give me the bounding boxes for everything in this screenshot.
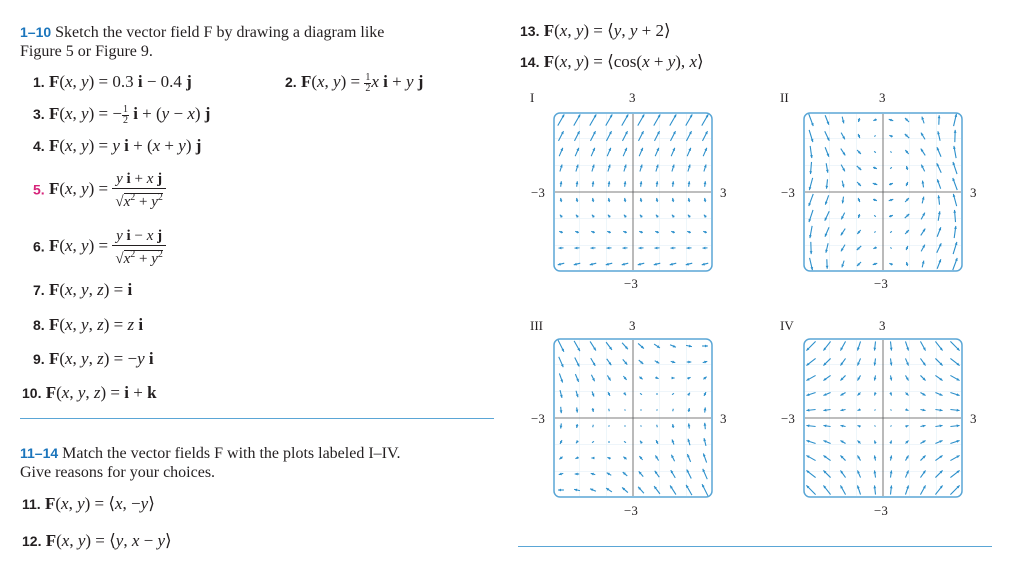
problem-number: 4. <box>33 138 45 154</box>
equation-2: F(x, y) = $\frac{1}{2}$ x i + y j <box>300 71 424 94</box>
vector-plot-III <box>553 338 713 498</box>
problem-number: 2. <box>285 74 297 90</box>
problem-5 <box>33 170 166 211</box>
equation-8: F(x, y, z) = z i <box>48 315 144 334</box>
vector-plot-I <box>553 112 713 272</box>
problem-number: 10. <box>22 385 42 401</box>
plot-I-left-tick: −3 <box>531 185 545 200</box>
equation-7: F(x, y, z) = i <box>48 280 133 299</box>
plot-II-right-tick: 3 <box>970 185 977 200</box>
exercise-range: 1–10 <box>20 24 52 40</box>
plot-IV-left-tick: −3 <box>781 411 795 426</box>
plot-label-IV: IV <box>780 318 794 333</box>
plot-label-I: I <box>530 90 535 105</box>
exercise-range: 11–14 <box>20 445 59 461</box>
plot-III-left-tick: −3 <box>531 411 545 426</box>
vector-plot-IV <box>803 338 963 498</box>
vector-arrow <box>657 409 658 410</box>
equation-9: F(x, y, z) = −y i <box>48 349 154 368</box>
plot-I-top-tick: 3 <box>629 90 636 105</box>
plot-III-right-tick: 3 <box>720 411 727 426</box>
exercise-instruction-line1: Match the vector fields F with the plots labeled I–IV. <box>62 445 401 462</box>
problem-number: 12. <box>22 533 42 549</box>
equation-6: F(x, y) = $\frac{\text{y i − x j}}{√x^2 + y^2}$ <box>49 236 166 255</box>
problem-number: 1. <box>33 74 45 90</box>
vector-arrow <box>673 409 674 412</box>
problem-number: 7. <box>33 282 45 298</box>
problem-13 <box>520 20 671 42</box>
problem-11 <box>22 493 155 515</box>
problem-9 <box>33 348 154 370</box>
section-divider <box>20 418 494 419</box>
vector-arrow <box>874 409 875 410</box>
problem-6 <box>33 227 166 268</box>
problem-14 <box>520 51 704 73</box>
problem-number: 13. <box>520 23 540 39</box>
problem-number: 11. <box>22 496 41 512</box>
bottom-divider <box>518 546 992 547</box>
exercise-header-1-10 <box>20 22 384 43</box>
plot-III-top-tick: 3 <box>629 318 636 333</box>
exercise-instruction-line2: Figure 5 or Figure 9. <box>20 43 153 60</box>
problem-number: 8. <box>33 317 45 333</box>
problem-number: 6. <box>33 238 45 255</box>
problem-7 <box>33 279 132 301</box>
equation-3: F(x, y) = − $\frac{1}{2}$ i + (y − x) j <box>48 103 211 126</box>
plot-IV-bottom-tick: −3 <box>874 503 888 518</box>
equation-5: F(x, y) = $\frac{\text{y i + x j}}{√x^2 + y^2}$ <box>49 179 166 198</box>
exercise-instruction-line2: Give reasons for your choices. <box>20 464 216 481</box>
equation-14: F(x, y) = ⟨cos(x + y), x⟩ <box>543 52 704 71</box>
vector-arrow <box>625 409 626 410</box>
problem-number: 9. <box>33 351 45 367</box>
problem-3 <box>33 103 210 126</box>
problem-8 <box>33 314 143 336</box>
problem-2 <box>285 71 423 94</box>
vector-plot-II <box>803 112 963 272</box>
equation-1: F(x, y) = 0.3 i − 0.4 j <box>48 72 192 91</box>
vector-arrow <box>874 425 875 426</box>
equation-12: F(x, y) = ⟨y, x − y⟩ <box>45 531 172 550</box>
problem-12 <box>22 530 172 552</box>
plot-II-top-tick: 3 <box>879 90 886 105</box>
plot-III-bottom-tick: −3 <box>624 503 638 518</box>
vector-arrow <box>593 425 594 428</box>
problem-number: 14. <box>520 54 540 70</box>
problem-10 <box>22 382 157 404</box>
vector-arrow <box>609 425 610 426</box>
equation-4: F(x, y) = y i + (x + y) j <box>48 136 202 155</box>
problem-number: 3. <box>33 106 45 122</box>
vector-arrow <box>890 425 891 426</box>
exercise-instruction-line1: Sketch the vector field F by drawing a diagram like <box>55 24 385 41</box>
plot-I-bottom-tick: −3 <box>624 276 638 291</box>
plot-label-II: II <box>780 90 789 105</box>
plot-IV-right-tick: 3 <box>970 411 977 426</box>
equation-11: F(x, y) = ⟨x, −y⟩ <box>44 494 155 513</box>
equation-10: F(x, y, z) = i + k <box>45 383 157 402</box>
vector-arrow <box>657 425 658 428</box>
plot-II-bottom-tick: −3 <box>874 276 888 291</box>
problem-number: 5. <box>33 181 45 198</box>
problem-4 <box>33 135 201 157</box>
equation-13: F(x, y) = ⟨y, y + 2⟩ <box>543 21 671 40</box>
exercise-header-11-14 <box>20 443 400 464</box>
plot-I-right-tick: 3 <box>720 185 727 200</box>
vector-arrow <box>609 409 610 412</box>
vector-arrow <box>641 425 642 426</box>
plot-label-III: III <box>530 318 543 333</box>
plot-IV-top-tick: 3 <box>879 318 886 333</box>
vector-arrow <box>890 409 891 410</box>
problem-1 <box>33 71 192 93</box>
plot-II-left-tick: −3 <box>781 185 795 200</box>
